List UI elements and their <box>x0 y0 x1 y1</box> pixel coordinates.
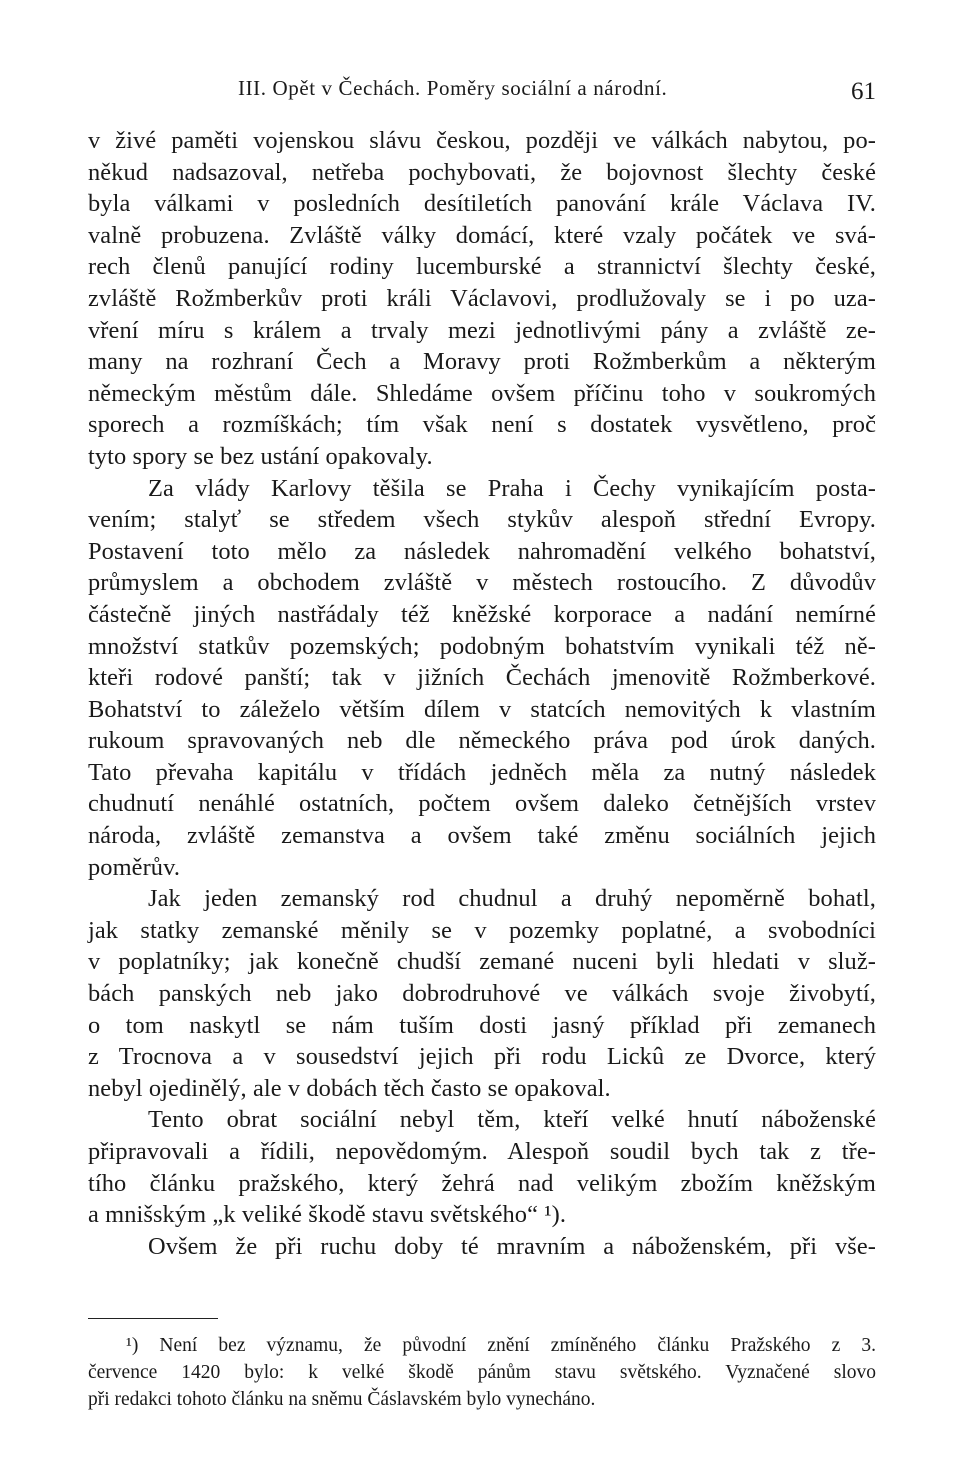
footnote-divider <box>88 1318 218 1319</box>
text-line: tího článku pražského, který žehrá nad velikým zbožím kněžským <box>88 1169 876 1197</box>
text-line: částečně jiných nastřádaly též kněžské korporace a nadání nemírné <box>88 600 876 628</box>
text-line: z Trocnova a v sousedství jejich při rodu Lickû ze Dvorce, který <box>88 1043 876 1071</box>
footnotes <box>88 1332 876 1413</box>
text-line: Tato převaha kapitálu v třídách jedněch měla za nutný následek <box>88 758 876 786</box>
text-line: Ovšem že při ruchu doby té mravním a náboženském, při vše- <box>148 1232 876 1260</box>
text-line: národa, zvláště zemanstva a ovšem také změnu sociálních jejich <box>88 822 876 850</box>
text-line: někud nadsazoval, netřeba pochybovati, že bojovnost šlechty české <box>88 158 876 186</box>
text-line: chudnutí nenáhlé ostatních, počtem ovšem daleko četnějších vrstev <box>88 790 876 818</box>
text-line: připravovali a řídili, nepovědomým. Alespoň soudil bych tak z tře- <box>88 1138 876 1165</box>
text-line: vením; stalyť se středem všech stykův alespoň střední Evropy. <box>88 506 876 534</box>
text-line: průmyslem a obchodem zvláště v městech rostoucího. Z důvodův <box>88 569 876 597</box>
running-head: III. Opět v Čechách. Poměry sociální a národní. <box>238 76 668 100</box>
text-line: byla válkami v posledních desítiletích panování krále Václava IV. <box>88 190 876 218</box>
text-line: tyto spory se bez ustání opakovaly. <box>88 442 433 470</box>
page-number: 61 <box>851 78 876 105</box>
text-line: Postavení toto mělo za následek nahromadění velkého bohatství, <box>88 537 876 565</box>
text-line: o tom naskytl se nám tuším dosti jasný příklad při zemanech <box>88 1011 876 1039</box>
body-text <box>88 125 876 1262</box>
text-line: poměrův. <box>88 853 181 881</box>
text-line: valně probuzena. Zvláště války domácí, které vzaly počátek ve svá- <box>88 221 876 249</box>
text-line: v živé paměti vojenskou slávu českou, později ve válkách nabytou, po- <box>88 127 876 154</box>
text-line: many na rozhraní Čech a Moravy proti Rožmberkům a některým <box>88 348 876 376</box>
text-line: sporech a rozmíškách; tím však není s dostatek vysvětleno, proč <box>88 411 876 439</box>
text-line: Tento obrat sociální nebyl těm, kteří velké hnutí náboženské <box>148 1106 876 1134</box>
text-line: Za vlády Karlovy těšila se Praha i Čechy vynikajícím posta- <box>148 474 876 502</box>
text-line: jak statky zemanské měnily se v pozemky poplatné, a svobodníci <box>88 916 876 944</box>
text-line: množství statkův pozemských; podobným bohatstvím vynikali též ně- <box>88 632 876 660</box>
text-line: zvláště Rožmberkův proti králi Václavovi, prodlužovaly se i po uza- <box>88 284 876 312</box>
text-line: a mnišským „k veliké škodě stavu světského“ ¹). <box>88 1201 567 1229</box>
footnote-line: července 1420 bylo: k velké škodě pánům stavu světského. Vyznačené slovo <box>88 1362 876 1383</box>
text-line: rech členů panující rodiny lucemburské a strannictví šlechty české, <box>88 253 876 281</box>
text-line: bách panských neb jako dobrodruhové ve válkách svoje živobytí, <box>88 980 876 1008</box>
text-line: německým městům dále. Shledáme ovšem příčinu toho v soukromých <box>88 379 876 407</box>
footnote-line: při redakci tohoto článku na sněmu Čáslavském bylo vynecháno. <box>88 1389 596 1410</box>
text-line: vření míru s králem a trvaly mezi jednotlivými pány a zvláště ze- <box>88 316 876 344</box>
text-line: nebyl ojedinělý, ale v dobách těch často se opakoval. <box>88 1074 611 1102</box>
text-line: Bohatství to záleželo větším dílem v statcích nemovitých k vlastním <box>88 695 876 723</box>
text-line: rukoum spravovaných neb dle německého práva pod úrok daných. <box>88 727 876 755</box>
text-line: kteři rodové panští; tak v jižních Čechách jmenovitě Rožmberkové. <box>88 664 876 692</box>
footnote-line: ¹) Není bez významu, že původní znění zmíněného článku Pražského z 3. <box>126 1335 876 1356</box>
text-line: v poplatníky; jak konečně chudší zemané nuceni byli hledati v služ- <box>88 948 876 976</box>
text-line: Jak jeden zemanský rod chudnul a druhý nepoměrně bohatl, <box>148 885 876 913</box>
page-header <box>88 76 876 106</box>
